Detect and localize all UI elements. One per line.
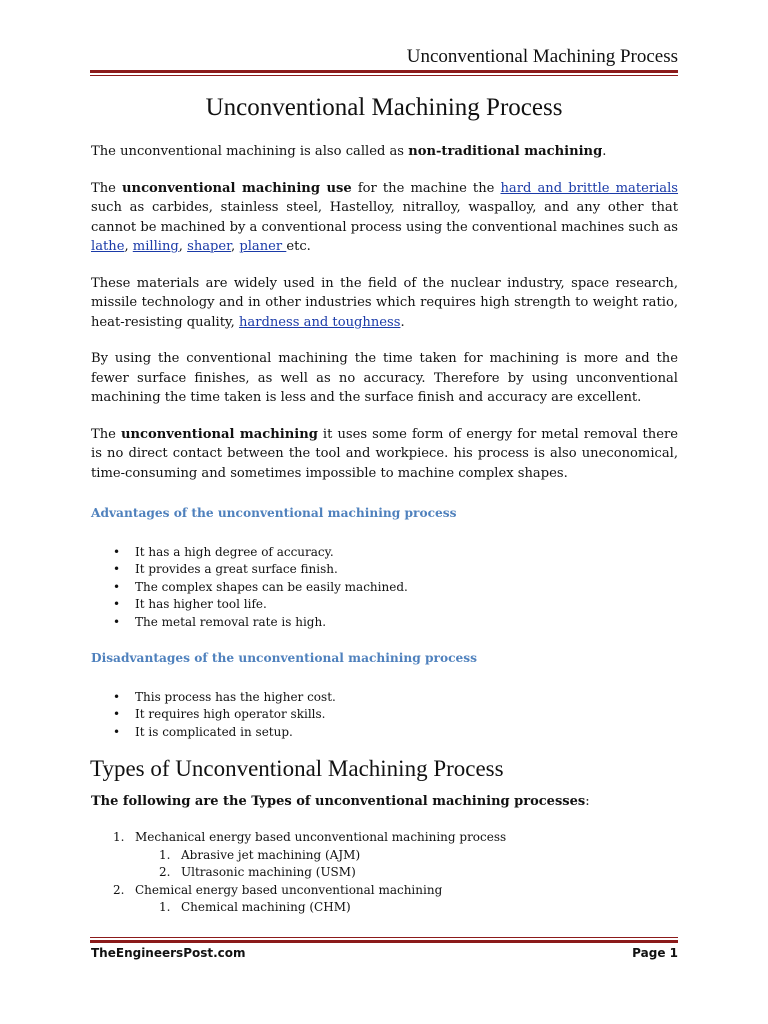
list-item: • It requires high operator skills.: [135, 706, 678, 724]
footer-site: TheEngineersPost.com: [91, 946, 246, 960]
advantages-list: [91, 544, 678, 632]
types-intro: The following are the Types of unconventional machining processes:: [91, 793, 590, 809]
disadvantages-list: [91, 689, 678, 742]
running-header: Unconventional Machining Process: [406, 46, 678, 67]
list-item: 1. Mechanical energy based unconventional machining process 1. Abrasive jet machining (AJM) 2. Ultrasonic machining (USM): [135, 829, 678, 882]
footer-page-number: Page 1: [632, 946, 678, 960]
list-item: • The metal removal rate is high.: [135, 614, 678, 632]
list-item: • This process has the higher cost.: [135, 689, 678, 707]
disadvantages-heading: Disadvantages of the unconventional machining process: [91, 651, 477, 665]
types-heading: Types of Unconventional Machining Process: [90, 756, 504, 781]
types-list: [91, 829, 678, 917]
document-body: [91, 142, 678, 917]
list-item: • It is complicated in setup.: [135, 724, 678, 742]
list-item: 2. Ultrasonic machining (USM): [159, 865, 356, 879]
paragraph-comparison: By using the conventional machining the time taken for machining is more and the fewer surface finishes, as well as no accuracy. Therefore by using unconventional machining the time taken is less and the surface finish and accuracy are excellent.: [91, 351, 678, 405]
link-lathe[interactable]: lathe: [91, 239, 125, 254]
link-milling[interactable]: milling: [132, 239, 179, 254]
list-item: • It provides a great surface finish.: [135, 561, 678, 579]
list-item: 2. Chemical energy based unconventional machining 1. Chemical machining (CHM): [135, 882, 678, 917]
paragraph-intro: The unconventional machining is also called as non-traditional machining.: [91, 144, 607, 159]
link-hardness-toughness[interactable]: hardness and toughness: [238, 314, 401, 330]
header-rule: [90, 70, 678, 76]
link-shaper[interactable]: shaper: [187, 239, 232, 254]
link-planer[interactable]: planer: [239, 239, 287, 254]
list-item: • It has higher tool life.: [135, 596, 678, 614]
list-item: 1. Abrasive jet machining (AJM): [159, 847, 361, 862]
list-item: • The complex shapes can be easily machined.: [135, 579, 678, 597]
list-item: 1. Chemical machining (CHM): [159, 900, 351, 914]
paragraph-energy: The unconventional machining it uses some form of energy for metal removal there is no direct contact between the tool and workpiece. his process is also uneconomical, time-consuming and sometimes impossible to machine complex shapes.: [91, 426, 678, 481]
advantages-heading: Advantages of the unconventional machining process: [91, 506, 457, 520]
list-item: • It has a high degree of accuracy.: [135, 544, 678, 562]
paragraph-materials: The unconventional machining use for the machine the hard and brittle materials such as carbides, stainless steel, Hastelloy, nitralloy, waspalloy, and any other that cannot be machined by a conventional process using the conventional machines such as lathe, milling, shaper, planer etc.: [91, 180, 679, 254]
paragraph-applications: These materials are widely used in the field of the nuclear industry, space research, missile technology and in other industries which requires high strength to weight ratio, heat-resisting quality, hardness and toughness.: [91, 275, 678, 330]
page-title: Unconventional Machining Process: [205, 94, 563, 121]
link-hard-brittle-materials[interactable]: hard and brittle materials: [500, 180, 679, 196]
footer-rule: [90, 937, 678, 943]
